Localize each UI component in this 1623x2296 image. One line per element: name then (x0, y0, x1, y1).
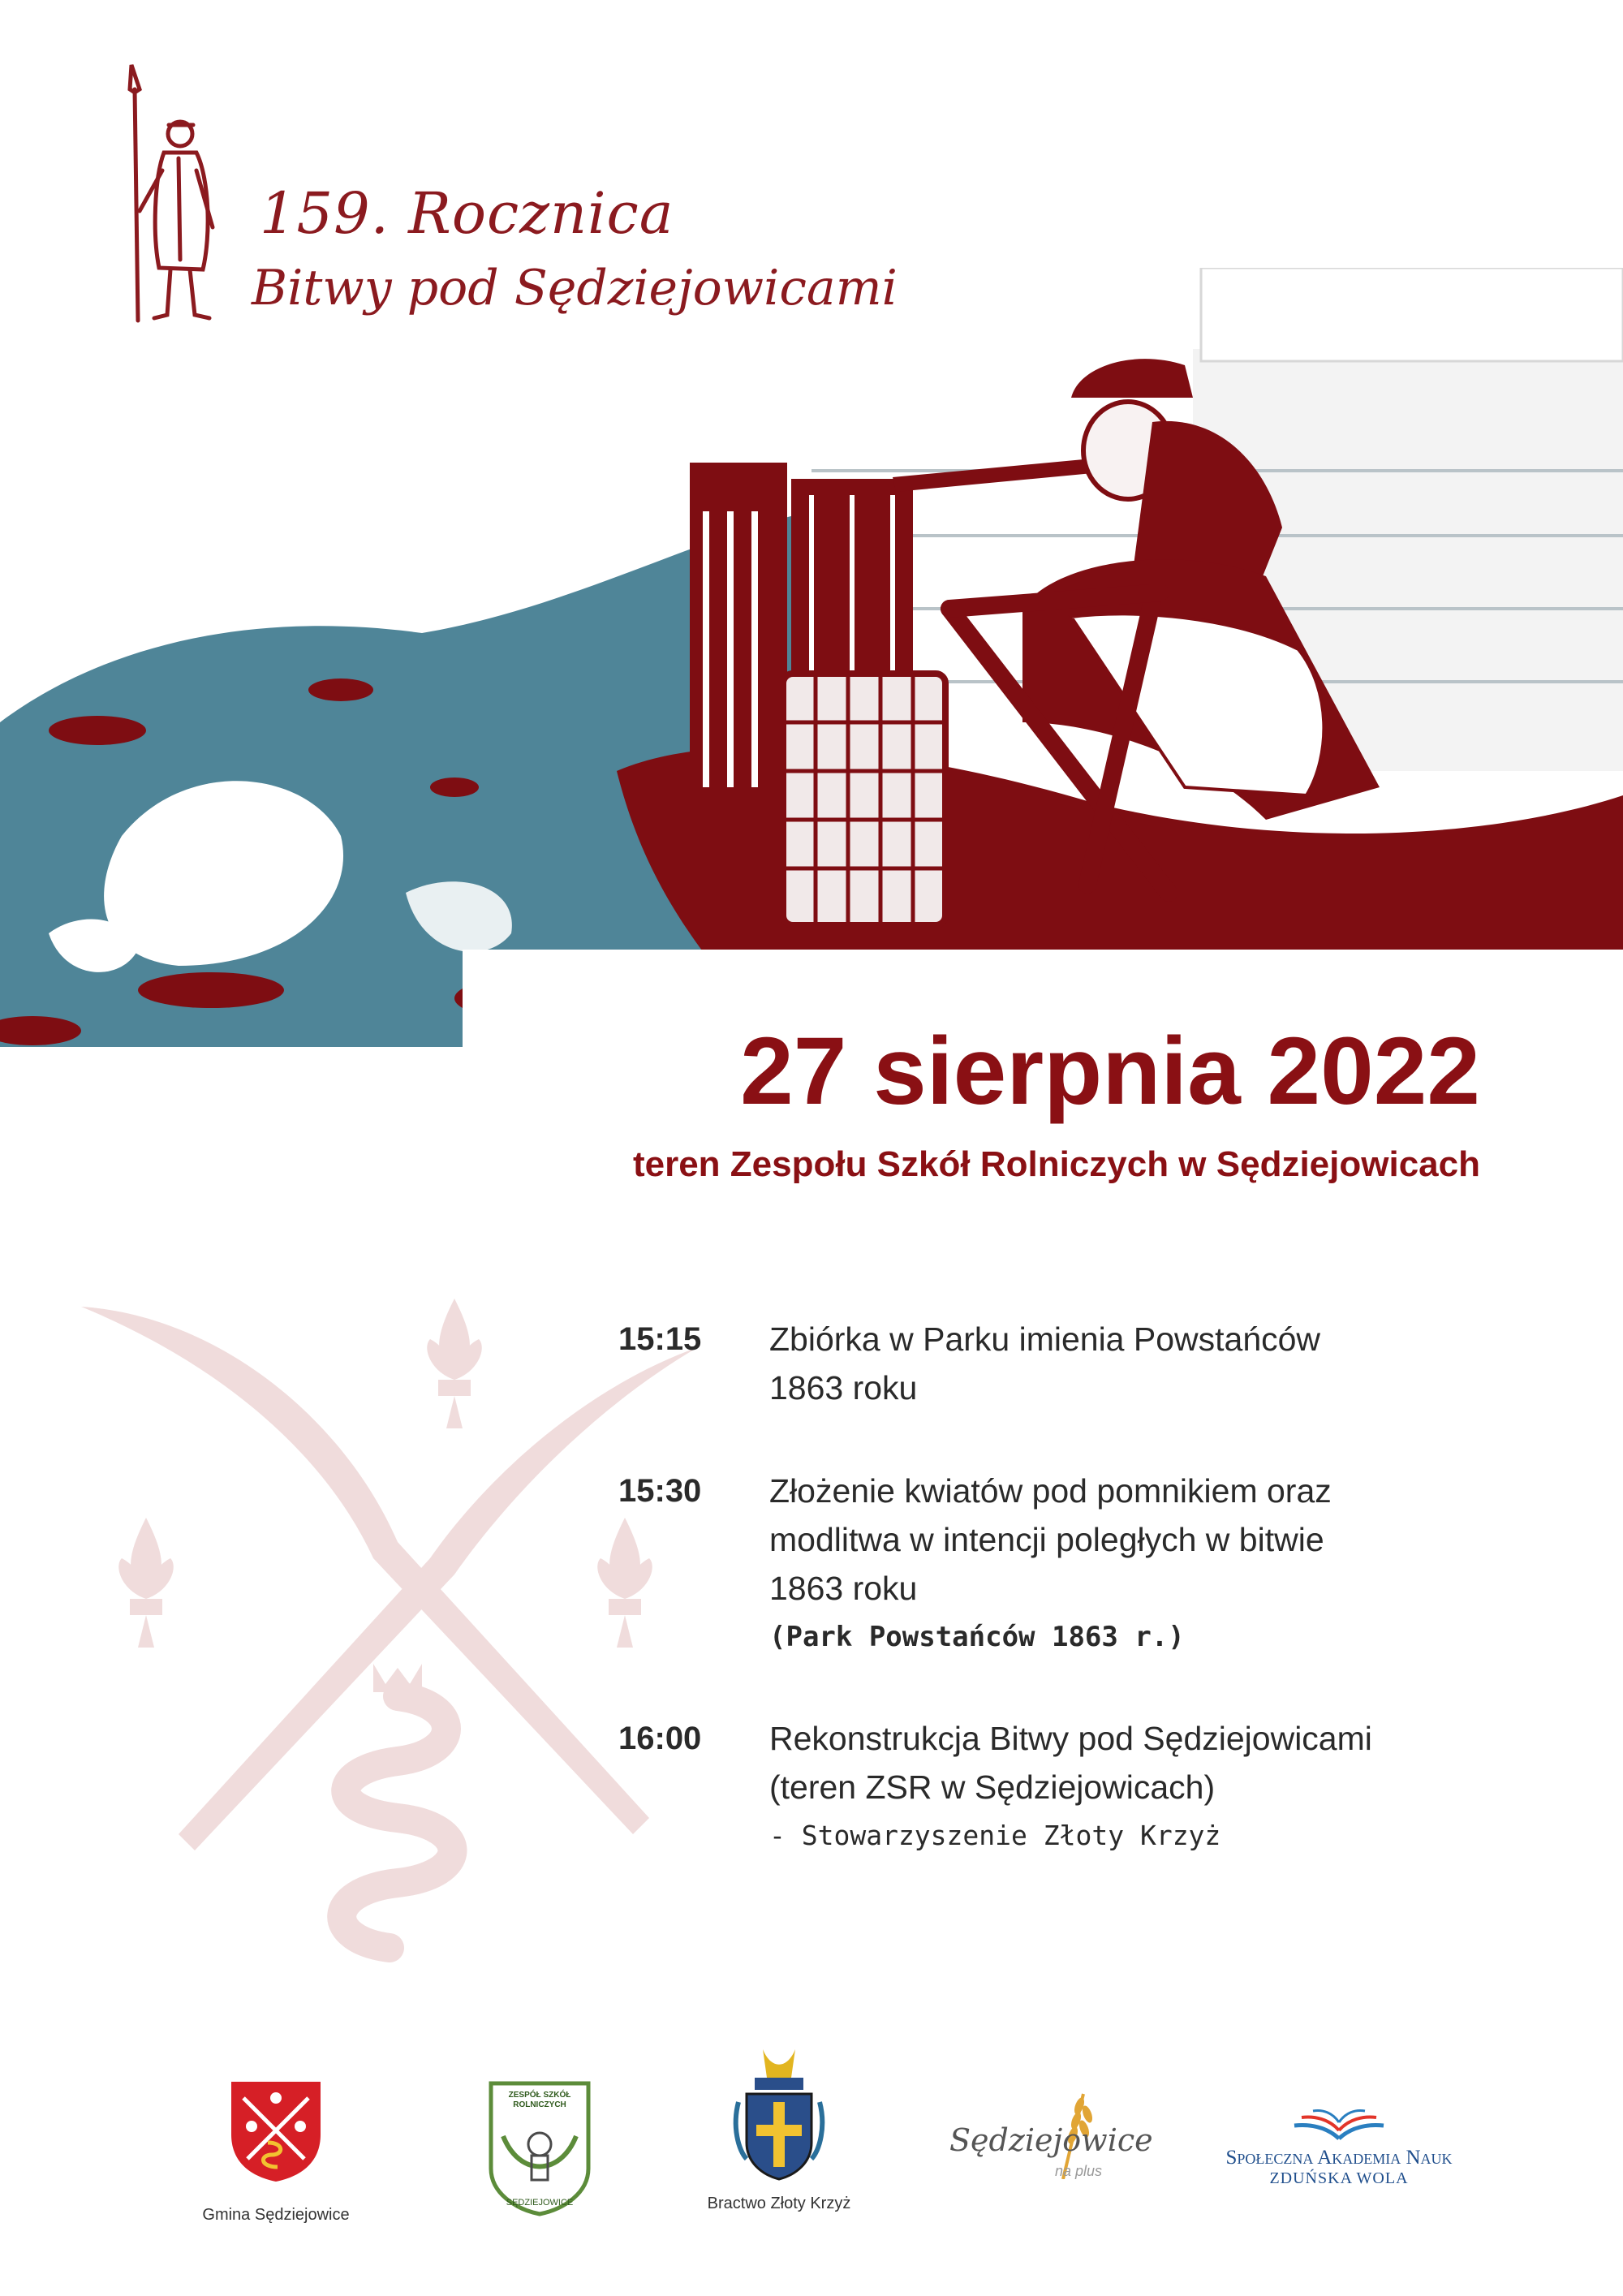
event-date: 27 sierpnia 2022 (740, 1018, 1480, 1125)
crest-watermark-icon (81, 1299, 714, 1988)
bractwo-crest-icon (730, 2045, 828, 2183)
schedule-item: Rekonstrukcja Bitwy pod Sędziejowicami (teren ZSR w Sędziejowicach) - Stowarzyszenie Złoty Krzyż (769, 1714, 1483, 1860)
zsr-title: ZESPÓŁ SZKÓŁ ROLNICZYCH (508, 2091, 571, 2109)
san-logo (1217, 2106, 1461, 2188)
gmina-caption: Gmina Sędziejowice (202, 2206, 350, 2224)
reenactor-photo (0, 268, 1623, 1047)
battle-title: Bitwy pod Sędziejowicami (252, 260, 898, 317)
zsr-subtitle: SĘDZIEJOWICE (506, 2198, 574, 2208)
schedule-note: - Stowarzyszenie Złoty Krzyż (769, 1820, 1221, 1851)
san-name: Społeczna Akademia Nauk (1225, 2147, 1453, 2169)
schedule-item: Zbiórka w Parku imienia Powstańców 1863 roku (769, 1320, 1321, 1406)
event-venue: teren Zespołu Szkół Rolniczych w Sędziejowicach (632, 1144, 1480, 1184)
gmina-logo (195, 2078, 357, 2225)
schedule-item: Złożenie kwiatów pod pomnikiem oraz modlitwa w intencji poległych w bitwie 1863 roku (Park Powstańców 1863 r.) (769, 1467, 1483, 1661)
brand-tagline: na plus (1055, 2163, 1103, 2179)
anniversary-title: 159. Rocznica (260, 180, 674, 247)
open-book-icon (1290, 2106, 1388, 2142)
bractwo-caption: Bractwo Złoty Krzyż (707, 2195, 851, 2212)
zsr-logo (487, 2079, 592, 2217)
gmina-coat-of-arms-icon (227, 2078, 325, 2183)
brand-name: Sędziejowice (949, 2122, 1153, 2158)
san-city: ZDUŃSKA WOLA (1269, 2169, 1409, 2187)
sedziejowice-brand-logo (949, 2090, 1153, 2195)
schedule-time: 16:00 (618, 1721, 702, 1756)
schedule-time: 15:30 (618, 1473, 702, 1509)
schedule-time: 15:15 (618, 1321, 702, 1357)
schedule-note: (Park Powstańców 1863 r.) (769, 1621, 1185, 1653)
bractwo-logo (698, 2045, 860, 2213)
